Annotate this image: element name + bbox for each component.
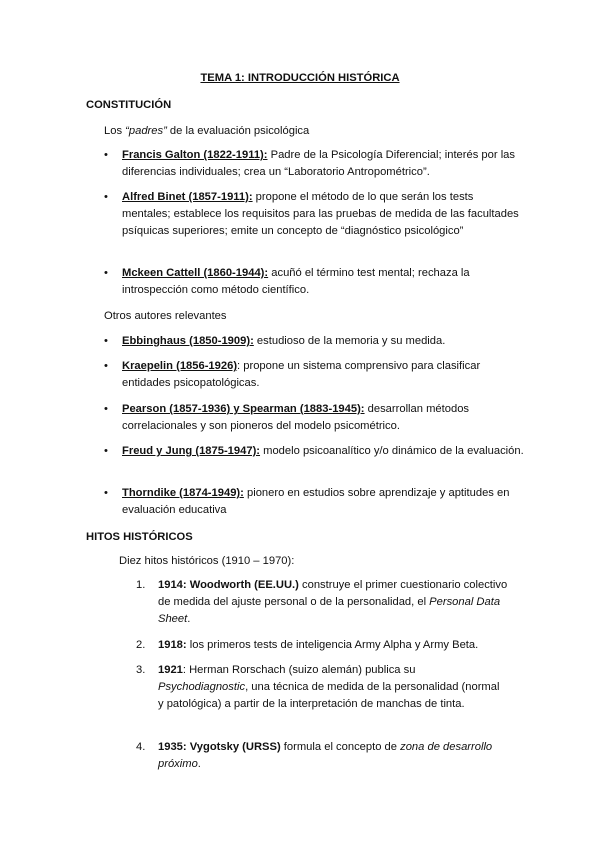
item-bold: 1918: <box>158 639 187 651</box>
item-tail: . <box>197 758 201 770</box>
author-text: propone el método de lo que serán los tests mentales; establece los requisitos para las pruebas de medida de las facultades psíquicas superiores; emite un concepto de “diagnóstico psicológico” <box>122 191 519 237</box>
list-item <box>104 189 524 240</box>
item-text: construye el primer cuestionario colectivo de medida del ajuste personal o de la personalidad, el <box>158 579 508 608</box>
item-em: zona de desarrollo próximo <box>158 741 493 770</box>
bullet-icon: • <box>104 360 108 372</box>
list-item <box>104 485 524 519</box>
list-item <box>104 333 445 350</box>
author-name: Pearson (1857-1936) y Spearman (1883-1945): <box>122 403 365 415</box>
list-item <box>136 637 478 654</box>
padres-intro-em: “padres” <box>125 125 167 137</box>
author-text: acuñó el término test mental; rechaza la introspección como método científico. <box>122 267 470 296</box>
item-em: Psychodiagnostic <box>158 681 246 693</box>
item-number: 3. <box>136 664 146 676</box>
author-name: Thorndike (1874-1949): <box>122 487 244 499</box>
padres-intro <box>104 123 309 140</box>
author-name: Freud y Jung (1875-1947): <box>122 445 261 457</box>
bullet-icon: • <box>104 267 108 279</box>
author-text: pionero en estudios sobre aprendizaje y aptitudes en evaluación educativa <box>122 487 510 516</box>
author-name: Ebbinghaus (1850-1909): <box>122 335 254 347</box>
item-bold: 1921 <box>158 664 183 676</box>
list-item <box>136 577 508 628</box>
list-item <box>104 358 524 392</box>
author-name: Mckeen Cattell (1860-1944): <box>122 267 269 279</box>
item-bold: 1935: Vygotsky (URSS) <box>158 741 281 753</box>
hitos-intro: Diez hitos históricos (1910 – 1970): <box>119 555 295 567</box>
item-number: 2. <box>136 639 146 651</box>
list-item <box>136 662 508 713</box>
list-item <box>104 265 524 299</box>
bullet-icon: • <box>104 487 108 499</box>
item-tail: . <box>187 613 191 625</box>
author-name: Francis Galton (1822-1911): <box>122 149 268 161</box>
list-item <box>104 147 524 181</box>
list-item <box>104 401 524 435</box>
author-text: estudioso de la memoria y su medida. <box>253 335 446 347</box>
author-name: Alfred Binet (1857-1911): <box>122 191 253 203</box>
author-text: desarrollan métodos correlacionales y son pioneros del modelo psicométrico. <box>122 403 470 432</box>
bullet-icon: • <box>104 191 108 203</box>
bullet-icon: • <box>104 149 108 161</box>
padres-intro-post: de la evaluación psicológica <box>166 125 310 137</box>
item-text: los primeros tests de inteligencia Army Alpha y Army Beta. <box>186 639 479 651</box>
padres-intro-pre: Los <box>104 125 126 137</box>
section-heading-hitos: HITOS HISTÓRICOS <box>86 531 193 543</box>
author-text: modelo psicoanalítico y/o dinámico de la evaluación. <box>260 445 524 457</box>
list-item <box>104 443 524 460</box>
otros-label: Otros autores relevantes <box>104 310 227 322</box>
bullet-icon: • <box>104 445 108 457</box>
bullet-icon: • <box>104 403 108 415</box>
section-heading-constitucion: CONSTITUCIÓN <box>86 99 172 111</box>
item-tail: , una técnica de medida de la personalidad (normal y patológica) a partir de la interpretación de manchas de tinta. <box>158 681 500 710</box>
bullet-icon: • <box>104 335 108 347</box>
item-bold: 1914: Woodworth (EE.UU.) <box>158 579 299 591</box>
list-item <box>136 739 508 773</box>
item-number: 1. <box>136 579 146 591</box>
author-name: Kraepelin (1856-1926) <box>122 360 238 372</box>
item-text: : Herman Rorschach (suizo alemán) publica su <box>182 664 416 676</box>
item-em: Personal Data Sheet <box>158 596 501 625</box>
item-text: formula el concepto de <box>280 741 401 753</box>
item-number: 4. <box>136 741 146 753</box>
author-text: Padre de la Psicología Diferencial; interés por las diferencias individuales; crea un “Laboratorio Antropométrico”. <box>122 149 515 178</box>
page-title: TEMA 1: INTRODUCCIÓN HISTÓRICA <box>200 72 400 84</box>
author-text: : propone un sistema comprensivo para clasificar entidades psicopatológicas. <box>122 360 481 389</box>
